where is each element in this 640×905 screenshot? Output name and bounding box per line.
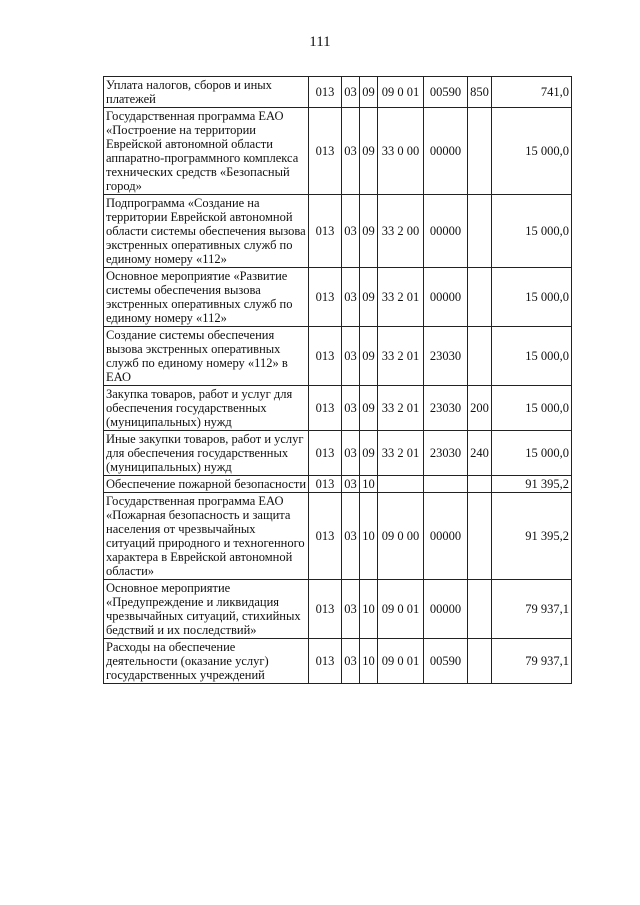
section-code-cell: 03 — [342, 639, 360, 684]
row-name-cell: Основное мероприятие «Предупреждение и ликвидация чрезвычайных ситуаций, стихийных бедствий и их последствий» — [104, 580, 309, 639]
expense-type-cell: 240 — [468, 431, 492, 476]
program-code-cell: 09 0 00 — [378, 493, 424, 580]
table-row — [104, 476, 572, 493]
amount-cell: 15 000,0 — [492, 195, 572, 268]
amount-cell: 79 937,1 — [492, 580, 572, 639]
subsection-code-cell: 09 — [360, 386, 378, 431]
budget-table — [103, 76, 572, 684]
table-row — [104, 195, 572, 268]
amount-cell: 91 395,2 — [492, 493, 572, 580]
subsection-code-cell: 09 — [360, 327, 378, 386]
subsection-code-cell: 10 — [360, 580, 378, 639]
section-code-cell: 03 — [342, 580, 360, 639]
expense-type-cell — [468, 639, 492, 684]
ministry-code-cell: 013 — [309, 580, 342, 639]
row-name-cell: Иные закупки товаров, работ и услуг для обеспечения государственных (муниципальных) нужд — [104, 431, 309, 476]
expense-type-cell — [468, 268, 492, 327]
ministry-code-cell: 013 — [309, 268, 342, 327]
ministry-code-cell: 013 — [309, 77, 342, 108]
direction-code-cell: 23030 — [424, 327, 468, 386]
section-code-cell: 03 — [342, 431, 360, 476]
ministry-code-cell: 013 — [309, 327, 342, 386]
program-code-cell: 09 0 01 — [378, 580, 424, 639]
amount-cell: 741,0 — [492, 77, 572, 108]
amount-cell: 15 000,0 — [492, 108, 572, 195]
row-name-cell: Обеспечение пожарной безопасности — [104, 476, 309, 493]
direction-code-cell: 00000 — [424, 580, 468, 639]
table-row — [104, 639, 572, 684]
table-row — [104, 268, 572, 327]
direction-code-cell: 00000 — [424, 493, 468, 580]
ministry-code-cell: 013 — [309, 639, 342, 684]
direction-code-cell: 00000 — [424, 108, 468, 195]
ministry-code-cell: 013 — [309, 195, 342, 268]
program-code-cell: 33 2 00 — [378, 195, 424, 268]
page-number: 111 — [309, 34, 331, 50]
ministry-code-cell: 013 — [309, 108, 342, 195]
amount-cell: 15 000,0 — [492, 386, 572, 431]
table-row — [104, 580, 572, 639]
row-name-cell: Основное мероприятие «Развитие системы обеспечения вызова экстренных оперативных служб по единому номеру «112» — [104, 268, 309, 327]
section-code-cell: 03 — [342, 327, 360, 386]
amount-cell: 91 395,2 — [492, 476, 572, 493]
program-code-cell: 09 0 01 — [378, 77, 424, 108]
row-name-cell: Расходы на обеспечение деятельности (оказание услуг) государственных учреждений — [104, 639, 309, 684]
program-code-cell — [378, 476, 424, 493]
ministry-code-cell: 013 — [309, 493, 342, 580]
section-code-cell: 03 — [342, 77, 360, 108]
section-code-cell: 03 — [342, 195, 360, 268]
program-code-cell: 33 2 01 — [378, 327, 424, 386]
program-code-cell: 33 2 01 — [378, 386, 424, 431]
section-code-cell: 03 — [342, 386, 360, 431]
subsection-code-cell: 09 — [360, 431, 378, 476]
expense-type-cell — [468, 580, 492, 639]
table-row — [104, 77, 572, 108]
subsection-code-cell: 09 — [360, 108, 378, 195]
ministry-code-cell: 013 — [309, 386, 342, 431]
row-name-cell: Создание системы обеспечения вызова экстренных оперативных служб по единому номеру «112» в ЕАО — [104, 327, 309, 386]
expense-type-cell: 200 — [468, 386, 492, 431]
direction-code-cell: 23030 — [424, 386, 468, 431]
section-code-cell: 03 — [342, 268, 360, 327]
section-code-cell: 03 — [342, 108, 360, 195]
direction-code-cell: 00590 — [424, 77, 468, 108]
direction-code-cell: 00590 — [424, 639, 468, 684]
expense-type-cell — [468, 108, 492, 195]
expense-type-cell — [468, 195, 492, 268]
row-name-cell: Государственная программа ЕАО «Пожарная безопасность и защита населения от чрезвычайных ситуаций природного и техногенного характера в Еврейской автономной области» — [104, 493, 309, 580]
direction-code-cell: 00000 — [424, 195, 468, 268]
direction-code-cell — [424, 476, 468, 493]
direction-code-cell: 23030 — [424, 431, 468, 476]
amount-cell: 15 000,0 — [492, 268, 572, 327]
row-name-cell: Государственная программа ЕАО «Построение на территории Еврейской автономной области аппаратно-программного комплекса технических средств «Безопасный город» — [104, 108, 309, 195]
subsection-code-cell: 10 — [360, 476, 378, 493]
subsection-code-cell: 09 — [360, 77, 378, 108]
table-row — [104, 327, 572, 386]
row-name-cell: Подпрограмма «Создание на территории Еврейской автономной области системы обеспечения вызова экстренных оперативных служб по единому номеру «112» — [104, 195, 309, 268]
row-name-cell: Уплата налогов, сборов и иных платежей — [104, 77, 309, 108]
subsection-code-cell: 09 — [360, 268, 378, 327]
expense-type-cell: 850 — [468, 77, 492, 108]
subsection-code-cell: 10 — [360, 639, 378, 684]
section-code-cell: 03 — [342, 493, 360, 580]
program-code-cell: 33 2 01 — [378, 268, 424, 327]
subsection-code-cell: 10 — [360, 493, 378, 580]
row-name-cell: Закупка товаров, работ и услуг для обеспечения государственных (муниципальных) нужд — [104, 386, 309, 431]
ministry-code-cell: 013 — [309, 431, 342, 476]
direction-code-cell: 00000 — [424, 268, 468, 327]
table-row — [104, 493, 572, 580]
program-code-cell: 33 2 01 — [378, 431, 424, 476]
expense-type-cell — [468, 327, 492, 386]
expense-type-cell — [468, 493, 492, 580]
amount-cell: 15 000,0 — [492, 431, 572, 476]
subsection-code-cell: 09 — [360, 195, 378, 268]
table-row — [104, 431, 572, 476]
amount-cell: 79 937,1 — [492, 639, 572, 684]
amount-cell: 15 000,0 — [492, 327, 572, 386]
table-row — [104, 108, 572, 195]
expense-type-cell — [468, 476, 492, 493]
program-code-cell: 09 0 01 — [378, 639, 424, 684]
table-row — [104, 386, 572, 431]
program-code-cell: 33 0 00 — [378, 108, 424, 195]
ministry-code-cell: 013 — [309, 476, 342, 493]
section-code-cell: 03 — [342, 476, 360, 493]
